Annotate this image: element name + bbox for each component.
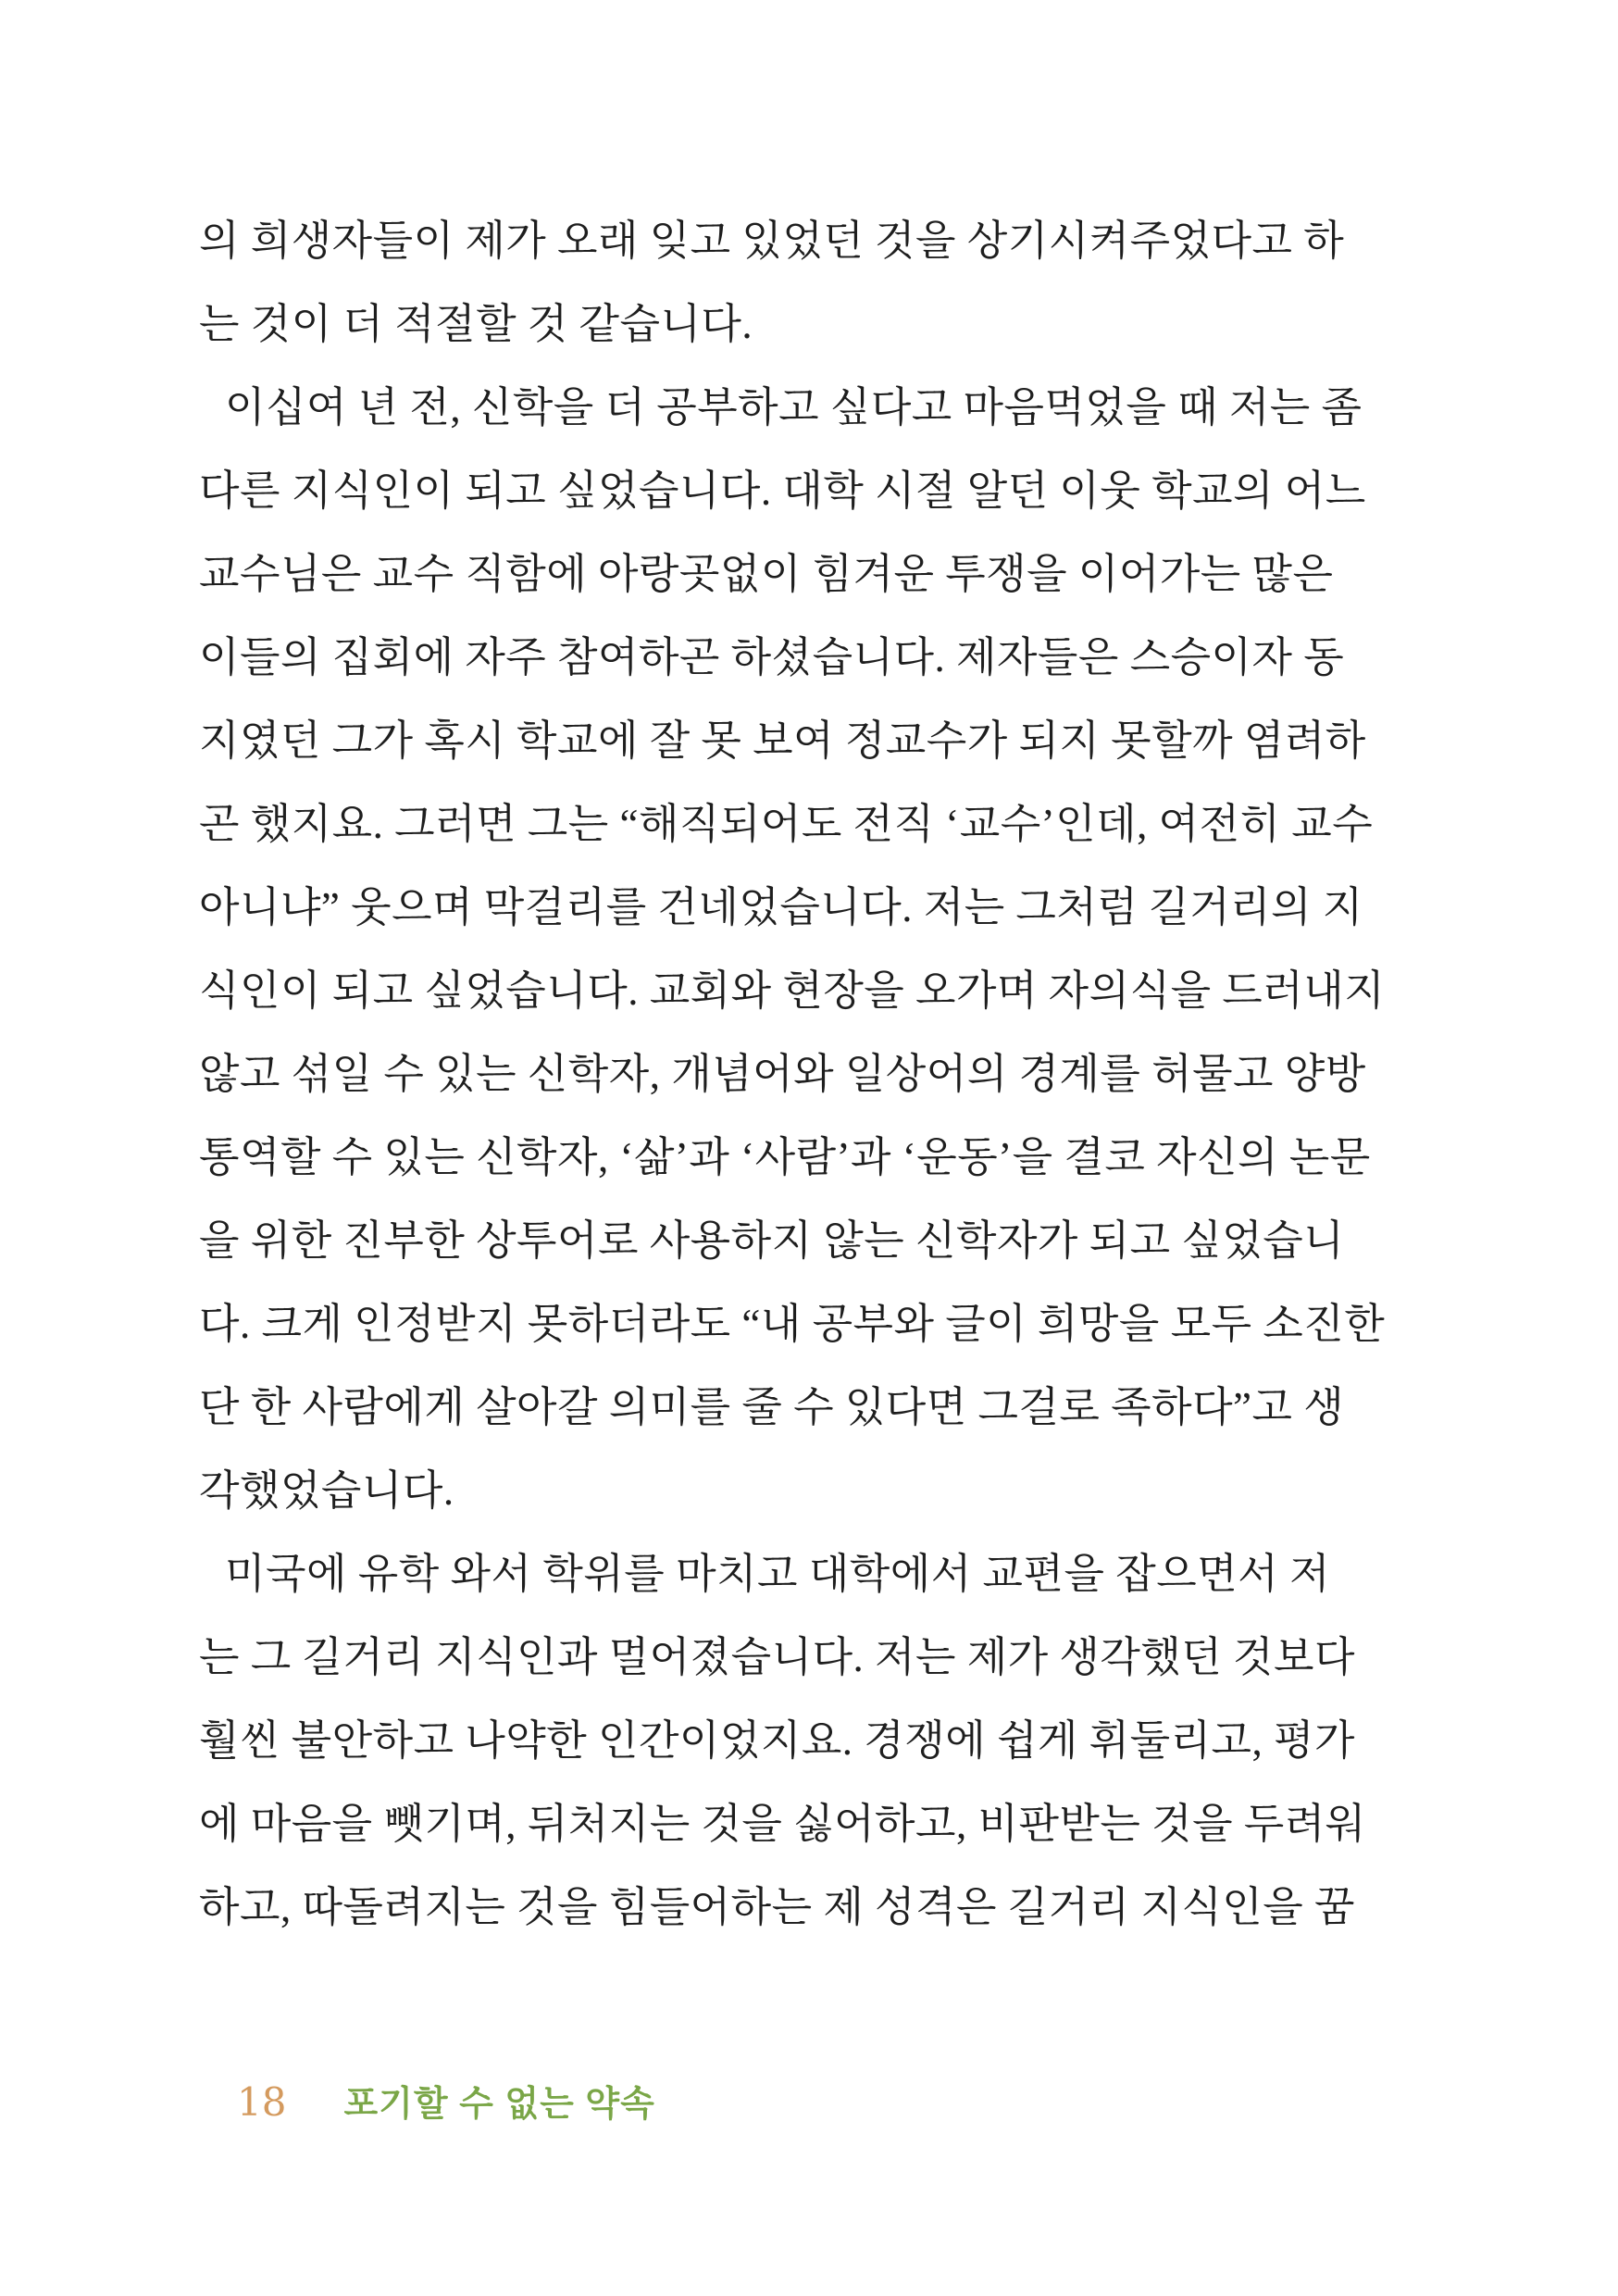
text-line: 않고 섞일 수 있는 신학자, 개념어와 일상어의 경계를 허물고 양방 — [199, 1051, 1366, 1097]
text-line: 하고, 따돌려지는 것을 힘들어하는 제 성격은 길거리 지식인을 꿈 — [199, 1884, 1355, 1930]
text-line: 의 희생자들이 제가 오래 잊고 있었던 것을 상기시켜주었다고 하 — [199, 218, 1345, 264]
text-line: 식인이 되고 싶었습니다. 교회와 현장을 오가며 자의식을 드러내지 — [199, 967, 1386, 1014]
text-line: 훨씬 불안하고 나약한 인간이었지요. 경쟁에 쉽게 휘둘리고, 평가 — [199, 1717, 1355, 1764]
text-line: 지였던 그가 혹시 학교에 잘 못 보여 정교수가 되지 못할까 염려하 — [199, 718, 1366, 764]
text-line: 교수님은 교수 직함에 아랑곳없이 힘겨운 투쟁을 이어가는 많은 — [199, 551, 1334, 597]
text-line: 아니냐” 웃으며 막걸리를 건네었습니다. 저는 그처럼 길거리의 지 — [199, 884, 1363, 930]
text-line: 미국에 유학 와서 학위를 마치고 대학에서 교편을 잡으면서 저 — [225, 1551, 1330, 1597]
text-line: 이십여 년 전, 신학을 더 공부하고 싶다고 마음먹었을 때 저는 좀 — [225, 384, 1363, 430]
text-line: 다. 크게 인정받지 못하더라도 “내 공부와 글이 희망을 모두 소진한 — [199, 1301, 1386, 1347]
text-line: 는 그 길거리 지식인과 멀어졌습니다. 저는 제가 생각했던 것보다 — [199, 1634, 1355, 1680]
text-line: 에 마음을 뺏기며, 뒤처지는 것을 싫어하고, 비판받는 것을 두려워 — [199, 1801, 1366, 1847]
book-title: 포기할 수 없는 약속 — [343, 2085, 655, 2124]
text-line: 을 위한 진부한 상투어로 사용하지 않는 신학자가 되고 싶었습니 — [199, 1217, 1345, 1264]
text-line: 는 것이 더 적절할 것 같습니다. — [199, 301, 753, 347]
page-footer — [237, 2081, 655, 2126]
text-line: 곤 했지요. 그러면 그는 “해직되어도 전직 ‘교수’인데, 여전히 교수 — [199, 801, 1374, 847]
body-text — [199, 199, 1386, 1949]
page-number: 18 — [237, 2079, 287, 2125]
text-line: 이들의 집회에 자주 참여하곤 하셨습니다. 제자들은 스승이자 동 — [199, 634, 1345, 680]
text-line: 각했었습니다. — [199, 1467, 454, 1514]
text-line: 통역할 수 있는 신학자, ‘삶’과 ‘사람’과 ‘운동’을 결코 자신의 논문 — [199, 1134, 1371, 1180]
text-line: 단 한 사람에게 살아갈 의미를 줄 수 있다면 그걸로 족하다”고 생 — [199, 1384, 1345, 1430]
text-line: 다른 지식인이 되고 싶었습니다. 대학 시절 알던 이웃 학교의 어느 — [199, 468, 1366, 514]
